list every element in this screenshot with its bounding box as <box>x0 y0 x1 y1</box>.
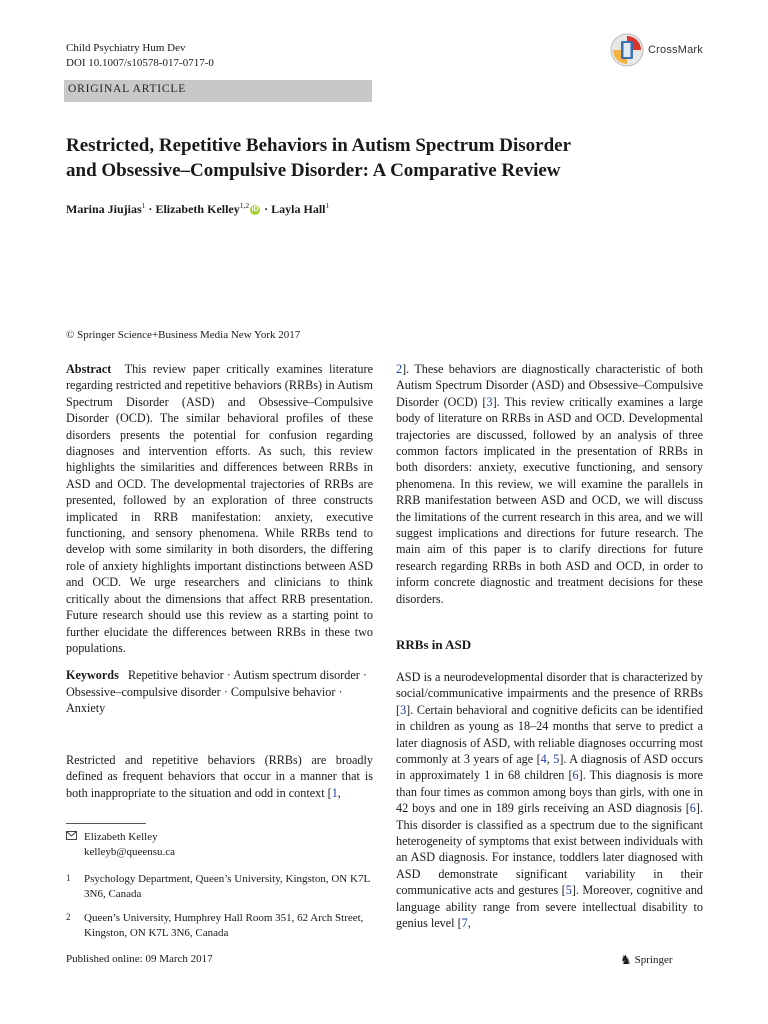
copyright-notice: © Springer Science+Business Media New York 2017 <box>66 329 301 341</box>
published-date: Published online: 09 March 2017 <box>66 953 213 965</box>
affiliation-text: Queen’s University, Humphrey Hall Room 351, 62 Arch Street, Kingston, ON K7L 3N6, Canada <box>84 912 364 939</box>
author-name[interactable]: Marina Jiujias <box>66 202 142 216</box>
keywords-text: Repetitive behavior · Autism spectrum disorder · Obsessive–compulsive disorder · Compulsive behavior · Anxiety <box>66 668 367 716</box>
author-affiliation: 1 <box>325 201 330 210</box>
intro-text: Restricted and repetitive behaviors (RRBs) are broadly defined as frequent behaviors that occur in a manner that is both inappropriate to the situation and odd in context [ <box>66 753 373 800</box>
asd-text: , <box>467 916 471 931</box>
paper-title <box>66 133 706 183</box>
intro-tail: , <box>337 785 341 800</box>
asd-text: ]. A diagnosis of ASD occurs in approximately 1 in 68 children [ <box>396 752 703 783</box>
abstract-text: This review paper critically examines literature regarding restricted and repetitive behaviors (RRBs) in Autism Spectrum Disorder (ASD) and Obsessive–Compulsive Disorder (OCD). The similar behavioral profiles of these disorders presents the potential for confusion regarding diagnoses and intervention efforts. As such, this review highlights the similarities and differences between RRBs in ASD and OCD. The developmental trajectories of RRBs are presented, followed by an exploration of three constructs implicated in RRB manifestation: anxiety, executive functioning, and sensory phenomena. While RRBs tend to develop with some similarity in both disorders, the differing role of anxiety highlights important distinctions between ASD and OCD. We urge researchers and clinicians to think critically about the dimensions that affect RRB presentation. Future research should use this review as a starting point to further elucidate the differences between RRBs in these two populations. <box>66 362 373 655</box>
affiliation-footnote <box>66 911 373 941</box>
asd-text: ]. This diagnosis is more than four times as common among boys than girls, with one in 42 boys and one in 189 girls receiving an ASD diagnosis [ <box>396 768 704 816</box>
crossmark-badge[interactable] <box>610 33 710 67</box>
contact-email[interactable]: kelleyb@queensu.ca <box>84 846 176 858</box>
contact-name: Elizabeth Kelley <box>84 831 158 843</box>
section-heading: RRBs in ASD <box>396 637 472 652</box>
citation-link[interactable]: 6 <box>572 768 579 783</box>
affiliation-marker: 1 <box>66 873 71 883</box>
article-type-bar <box>64 80 372 102</box>
paper-title-line1: Restricted, Repetitive Behaviors in Autism Spectrum Disorder <box>66 135 572 156</box>
crossmark-icon <box>610 33 644 67</box>
asd-text: ]. Moreover, cognitive and language ability range from severe intellectual disability to genius level [ <box>396 883 704 931</box>
citation-link[interactable]: 1 <box>331 785 338 800</box>
intro-cont-text: ]. This review critically examines a large body of literature on RRBs in ASD and OCD. Developmental trajectories are discussed, followed by an analysis of three common factors implicated in the presentation of RRBs in both disorders: anxiety, executive functioning, and sensory phenomena. In this review, we will examine the parallels in RRB manifestation between ASD and OCD, we will discuss the limitations of the current research in this area, and we will suggest implications and directions for future research. The main aim of this paper is to clarify directions for future research regarding RRBs in both ASD and OCD, in order to inform concrete diagnostic and treatment decisions for these disorders. <box>396 394 703 606</box>
affiliation-text: Psychology Department, Queen’s University, Kingston, ON K7L 3N6, Canada <box>84 873 370 900</box>
author-name[interactable]: Elizabeth Kelley <box>155 202 240 216</box>
keywords-paragraph <box>66 667 373 716</box>
journal-name: Child Psychiatry Hum Dev <box>66 42 186 54</box>
author-list <box>66 201 329 217</box>
publisher-name: Springer <box>634 954 673 966</box>
asd-text: ]. Certain behavioral and cognitive deficits can be identified in children as young as 18–24 months that serve to predict a later diagnosis of ASD, with reliable diagnoses occurring most commonly at 3 years of age [ <box>396 702 703 767</box>
affiliation-footnote <box>66 872 373 902</box>
citation-link[interactable]: 6 <box>689 801 696 816</box>
springer-horse-icon: ♞ <box>620 952 632 967</box>
citation-link[interactable]: 5 <box>565 883 572 898</box>
asd-text: , <box>546 752 554 767</box>
publisher-logo <box>620 952 673 968</box>
author-name[interactable]: Layla Hall <box>271 202 326 216</box>
intro-cont-text: ]. These behaviors are diagnostically characteristic of both Autism Spectrum Disorder (ASD) and Obsessive–Compulsive Disorder (OCD) [ <box>396 362 703 409</box>
author-affiliation: 1 <box>141 201 146 210</box>
abstract-label: Abstract <box>66 362 112 376</box>
citation-link[interactable]: 5 <box>553 752 560 767</box>
asd-section-paragraph <box>396 669 703 932</box>
keywords-label: Keywords <box>66 668 119 683</box>
orcid-icon[interactable]: iD <box>251 206 259 214</box>
doi[interactable]: DOI 10.1007/s10578-017-0717-0 <box>66 57 214 69</box>
citation-link[interactable]: 3 <box>486 394 493 409</box>
footnote-divider <box>66 823 146 824</box>
author-separator: · <box>145 202 156 216</box>
abstract-paragraph <box>66 361 373 656</box>
envelope-icon <box>66 830 84 860</box>
author-affiliation: 1,2 <box>239 201 250 210</box>
footnotes <box>66 830 373 950</box>
intro-paragraph-start <box>66 752 373 801</box>
citation-link[interactable]: 2 <box>396 362 403 376</box>
asd-text: ]. This disorder is classified as a spectrum due to the significant heterogeneity of symptoms that exist between individuals with an ASD diagnosis. For instance, toddlers later diagnosed with ASD demonstrate significant variability in their communicative acts and gestures [ <box>396 801 703 898</box>
contact-footnote <box>66 830 373 860</box>
affiliation-marker: 2 <box>66 912 71 922</box>
author-separator: · <box>261 202 272 216</box>
article-type-label: ORIGINAL ARTICLE <box>68 83 187 95</box>
citation-link[interactable]: 7 <box>461 916 468 931</box>
citation-link[interactable]: 4 <box>540 752 547 767</box>
asd-text: ASD is a neurodevelopmental disorder that is characterized by social/communicative impairments and the presence of RRBs [ <box>396 670 703 717</box>
paper-title-line2: and Obsessive–Compulsive Disorder: A Comparative Review <box>66 160 561 181</box>
crossmark-label: CrossMark <box>648 44 703 56</box>
abstract-block <box>66 361 373 717</box>
citation-link[interactable]: 3 <box>400 702 407 717</box>
intro-paragraph-continued <box>396 361 703 607</box>
